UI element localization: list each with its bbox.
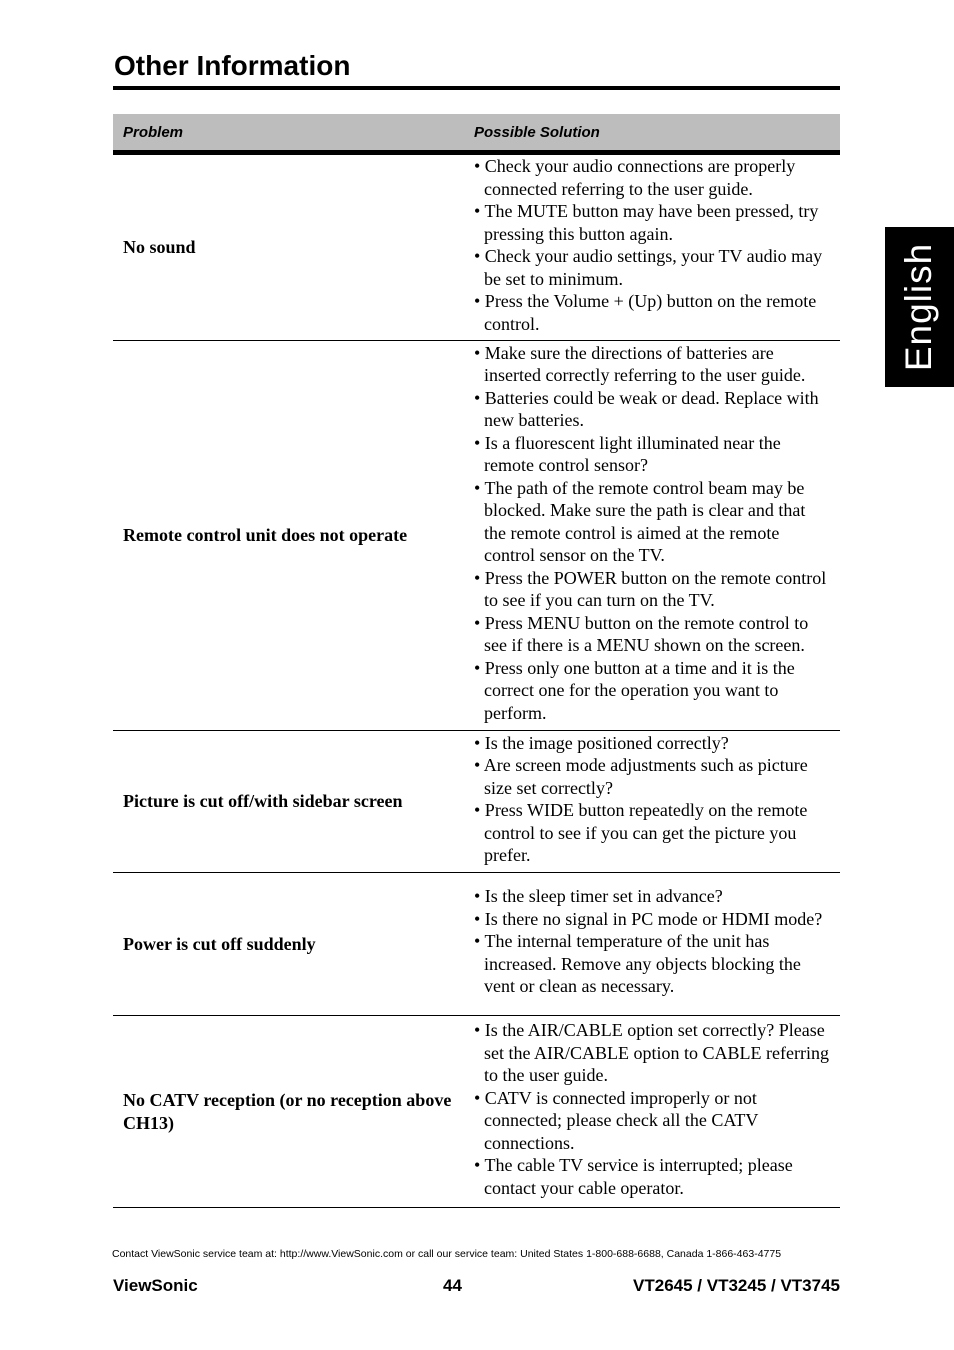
problem-cell: Remote control unit does not operate	[113, 341, 464, 731]
solution-item: • Make sure the directions of batteries are inserted correctly referring to the user guide.	[474, 342, 806, 386]
problem-cell: Power is cut off suddenly	[113, 873, 464, 1016]
solution-item: • Is a fluorescent light illuminated near the remote control sensor?	[474, 432, 781, 476]
problem-cell: No sound	[113, 153, 464, 341]
solution-item: • Batteries could be weak or dead. Replace with new batteries.	[474, 387, 819, 431]
solution-list	[474, 1019, 830, 1199]
column-header-solution: Possible Solution	[464, 114, 840, 153]
solution-item: • Is the AIR/CABLE option set correctly? Please set the AIR/CABLE option to CABLE referring to the user guide.	[474, 1020, 829, 1085]
language-tab	[885, 227, 954, 387]
title-underline	[113, 86, 840, 90]
table-row	[113, 731, 840, 873]
solution-item: • Press only one button at a time and it is the correct one for the operation you want to perform.	[474, 657, 795, 723]
page-title: Other Information	[114, 50, 351, 81]
solution-list	[474, 732, 830, 867]
solution-cell	[464, 153, 840, 341]
table-row	[113, 341, 840, 731]
solution-cell	[464, 341, 840, 731]
solution-item: • The path of the remote control beam may be blocked. Make sure the path is clear and that the remote control is aimed at the remote control sensor on the TV.	[474, 477, 806, 566]
problem-cell: No CATV reception (or no reception above CH13)	[113, 1016, 464, 1208]
solution-item: • CATV is connected improperly or not connected; please check all the CATV connections.	[474, 1087, 759, 1153]
solution-item: • Check your audio connections are properly connected referring to the user guide.	[474, 156, 796, 199]
solution-item: • Press WIDE button repeatedly on the remote control to see if you can get the picture you prefer.	[474, 800, 808, 865]
column-header-problem: Problem	[113, 114, 464, 153]
solution-item: • Is the image positioned correctly?	[474, 732, 729, 753]
solution-item: • Are screen mode adjustments such as picture size set correctly?	[474, 755, 808, 798]
solution-item: • Press the POWER button on the remote control to see if you can turn on the TV.	[474, 567, 827, 611]
solution-item: • Press MENU button on the remote control to see if there is a MENU shown on the screen.	[474, 612, 809, 656]
table-row	[113, 873, 840, 1016]
service-contact-text: Contact ViewSonic service team at: http://www.ViewSonic.com or call our service team: United States 1-800-688-6688, Canada 1-866-463-4775	[112, 1248, 782, 1260]
solution-item: • Check your audio settings, your TV audio may be set to minimum.	[474, 246, 823, 289]
problem-cell: Picture is cut off/with sidebar screen	[113, 731, 464, 873]
solution-item: • The MUTE button may have been pressed, try pressing this button again.	[474, 201, 819, 244]
solution-cell	[464, 1016, 840, 1208]
solution-item: • The internal temperature of the unit has increased. Remove any objects blocking the vent or clean as necessary.	[474, 931, 801, 997]
solution-item: • Press the Volume + (Up) button on the remote control.	[474, 291, 817, 334]
solution-item: • The cable TV service is interrupted; please contact your cable operator.	[474, 1155, 793, 1198]
footer-models: VT2645 / VT3245 / VT3745	[633, 1276, 840, 1295]
language-tab-label: English	[898, 242, 940, 372]
footer-brand: ViewSonic	[113, 1276, 198, 1295]
solution-item: • Is there no signal in PC mode or HDMI mode?	[474, 908, 823, 929]
solution-list	[474, 885, 830, 998]
troubleshooting-table	[113, 114, 840, 1208]
solution-list	[474, 342, 830, 725]
solution-cell	[464, 731, 840, 873]
page-number: 44	[443, 1276, 462, 1295]
solution-item: • Is the sleep timer set in advance?	[474, 886, 723, 907]
table-row	[113, 153, 840, 341]
solution-cell	[464, 873, 840, 1016]
table-header-row	[113, 114, 840, 153]
solution-list	[474, 155, 830, 335]
table-row	[113, 1016, 840, 1208]
